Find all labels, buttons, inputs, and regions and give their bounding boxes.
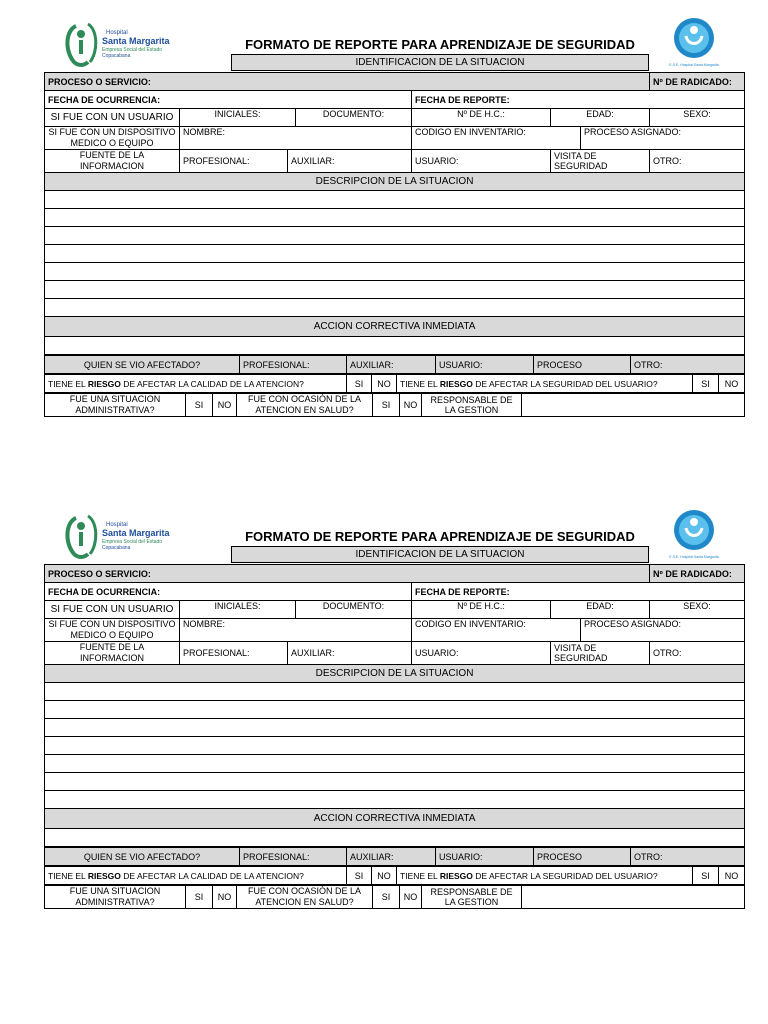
dispositivo-section-label: SI FUE CON UN DISPOSITIVO MEDICO O EQUIPO [45, 127, 180, 150]
riesgo-table [44, 866, 745, 885]
afectado-otro-field[interactable]: OTRO: [631, 848, 745, 866]
descripcion-line[interactable] [45, 719, 745, 737]
codigo-field[interactable]: CODIGO EN INVENTARIO: [412, 619, 581, 642]
riesgo-seguridad-label [397, 867, 693, 885]
fuente-profesional-field[interactable]: PROFESIONAL: [180, 150, 288, 173]
sexo-field[interactable]: SEXO: [650, 109, 745, 127]
afectado-auxiliar-field[interactable]: AUXILIAR: [347, 848, 436, 866]
hc-field[interactable]: Nº DE H.C.: [412, 109, 551, 127]
form-title: FORMATO DE REPORTE PARA APRENDIZAJE DE SEGURIDAD [245, 37, 635, 52]
riesgo-calidad-pre: TIENE EL [48, 870, 88, 881]
identification-table [44, 72, 745, 355]
hospital-logo [62, 20, 192, 68]
ocasion-si[interactable]: SI [373, 886, 400, 909]
fuente-auxiliar-field[interactable]: AUXILIAR: [288, 642, 412, 665]
descripcion-line[interactable] [45, 299, 745, 317]
riesgo-seguridad-no[interactable]: NO [719, 375, 745, 393]
responsable-label: RESPONSABLE DE LA GESTION [422, 394, 522, 417]
afectado-otro-field[interactable]: OTRO: [631, 356, 745, 374]
logo-text-line4: Copacabana [102, 53, 131, 59]
fuente-section-label: FUENTE DE LA INFORMACION [45, 150, 180, 173]
iniciales-field[interactable]: INICIALES: [180, 109, 296, 127]
hospital-seal-icon [666, 508, 722, 564]
usuario-section-label: SI FUE CON UN USUARIO [45, 601, 180, 619]
ocasion-label: FUE CON OCASIÓN DE LA ATENCION EN SALUD? [237, 886, 373, 909]
riesgo-seguridad-si[interactable]: SI [693, 375, 719, 393]
afectado-table [44, 847, 745, 866]
accion-header: ACCION CORRECTIVA INMEDIATA [45, 317, 745, 337]
riesgo-seguridad-post: DE AFECTAR LA SEGURIDAD DEL USUARIO? [472, 870, 658, 881]
afectado-proceso-field[interactable]: PROCESO [534, 356, 631, 374]
logo-text-line3: Empresa Social del Estado [102, 47, 163, 53]
fuente-usuario-field[interactable]: USUARIO: [412, 642, 551, 665]
riesgo-calidad-no[interactable]: NO [372, 867, 397, 885]
responsable-field[interactable] [522, 394, 745, 417]
logo-text-line1: Hospital [106, 522, 128, 528]
codigo-field[interactable]: CODIGO EN INVENTARIO: [412, 127, 581, 150]
administrativa-si[interactable]: SI [186, 886, 213, 909]
riesgo-word: RIESGO [87, 870, 121, 881]
descripcion-line[interactable] [45, 281, 745, 299]
edad-field[interactable]: EDAD: [551, 109, 650, 127]
afectado-profesional-field[interactable]: PROFESIONAL: [240, 848, 347, 866]
fecha-reporte-label: FECHA DE REPORTE: [412, 91, 745, 109]
riesgo-word: RIESGO [439, 378, 473, 389]
descripcion-line[interactable] [45, 791, 745, 809]
afectado-usuario-field[interactable]: USUARIO: [436, 848, 534, 866]
riesgo-seguridad-pre: TIENE EL [400, 378, 440, 389]
ocasion-no[interactable]: NO [400, 886, 422, 909]
administrativa-label: FUE UNA SITUACION ADMINISTRATIVA? [45, 394, 186, 417]
logo-text-line4: Copacabana [102, 545, 131, 551]
documento-field[interactable]: DOCUMENTO: [296, 109, 412, 127]
ocasion-label: FUE CON OCASIÓN DE LA ATENCION EN SALUD? [237, 394, 373, 417]
ocasion-no[interactable]: NO [400, 394, 422, 417]
riesgo-word: RIESGO [87, 378, 121, 389]
quien-label: QUIEN SE VIO AFECTADO? [45, 848, 240, 866]
radicado-label: Nº DE RADICADO: [650, 565, 745, 583]
edad-field[interactable]: EDAD: [551, 601, 650, 619]
administrativa-no[interactable]: NO [213, 886, 237, 909]
logo-text-line1: Hospital [106, 30, 128, 36]
descripcion-line[interactable] [45, 227, 745, 245]
accion-field[interactable] [45, 337, 745, 355]
descripcion-line[interactable] [45, 209, 745, 227]
form-subtitle: IDENTIFICACION DE LA SITUACION [231, 54, 649, 71]
form-subtitle: IDENTIFICACION DE LA SITUACION [231, 546, 649, 563]
proceso-asignado-field[interactable]: PROCESO ASIGNADO: [581, 619, 745, 642]
documento-field[interactable]: DOCUMENTO: [296, 601, 412, 619]
usuario-section-label: SI FUE CON UN USUARIO [45, 109, 180, 127]
proceso-label: PROCESO O SERVICIO: [45, 565, 650, 583]
riesgo-seguridad-si[interactable]: SI [693, 867, 719, 885]
hc-field[interactable]: Nº DE H.C.: [412, 601, 551, 619]
logo-text-line2: Santa Margarita [102, 528, 170, 538]
fuente-otro-field[interactable]: OTRO: [650, 150, 745, 173]
hospital-seal-icon [666, 16, 722, 72]
riesgo-calidad-post: DE AFECTAR LA CALIDAD DE LA ATENCION? [120, 378, 304, 389]
afectado-table [44, 355, 745, 374]
identification-table [44, 564, 745, 847]
fuente-usuario-field[interactable]: USUARIO: [412, 150, 551, 173]
responsable-field[interactable] [522, 886, 745, 909]
situacion-table [44, 885, 745, 909]
ocasion-si[interactable]: SI [373, 394, 400, 417]
riesgo-word: RIESGO [439, 870, 473, 881]
form-header [44, 508, 744, 564]
descripcion-line[interactable] [45, 755, 745, 773]
riesgo-calidad-label [45, 867, 347, 885]
fuente-visita-field[interactable]: VISITA DE SEGURIDAD [551, 150, 650, 173]
seal-caption: E.S.E. Hospital Santa Margarita [669, 63, 719, 67]
administrativa-label: FUE UNA SITUACION ADMINISTRATIVA? [45, 886, 186, 909]
fecha-ocurrencia-label: FECHA DE OCURRENCIA: [45, 91, 412, 109]
quien-label: QUIEN SE VIO AFECTADO? [45, 356, 240, 374]
logo-text-line3: Empresa Social del Estado [102, 539, 163, 545]
administrativa-si[interactable]: SI [186, 394, 213, 417]
descripcion-line[interactable] [45, 683, 745, 701]
descripcion-header: DESCRIPCION DE LA SITUACION [45, 665, 745, 683]
iniciales-field[interactable]: INICIALES: [180, 601, 296, 619]
accion-header: ACCION CORRECTIVA INMEDIATA [45, 809, 745, 829]
riesgo-calidad-si[interactable]: SI [347, 867, 372, 885]
descripcion-line[interactable] [45, 263, 745, 281]
fecha-ocurrencia-label: FECHA DE OCURRENCIA: [45, 583, 412, 601]
situacion-table [44, 393, 745, 417]
riesgo-seguridad-label [397, 375, 693, 393]
riesgo-calidad-post: DE AFECTAR LA CALIDAD DE LA ATENCION? [120, 870, 304, 881]
report-form-2 [44, 508, 744, 909]
logo-text-line2: Santa Margarita [102, 36, 170, 46]
fuente-visita-field[interactable]: VISITA DE SEGURIDAD [551, 642, 650, 665]
administrativa-no[interactable]: NO [213, 394, 237, 417]
nombre-field[interactable]: NOMBRE: [180, 127, 412, 150]
seal-caption: E.S.E. Hospital Santa Margarita [669, 555, 719, 559]
riesgo-table [44, 374, 745, 393]
riesgo-seguridad-post: DE AFECTAR LA SEGURIDAD DEL USUARIO? [472, 378, 658, 389]
fuente-auxiliar-field[interactable]: AUXILIAR: [288, 150, 412, 173]
afectado-proceso-field[interactable]: PROCESO [534, 848, 631, 866]
riesgo-seguridad-pre: TIENE EL [400, 870, 440, 881]
riesgo-calidad-label [45, 375, 347, 393]
riesgo-calidad-si[interactable]: SI [347, 375, 372, 393]
proceso-label: PROCESO O SERVICIO: [45, 73, 650, 91]
fecha-reporte-label: FECHA DE REPORTE: [412, 583, 745, 601]
afectado-usuario-field[interactable]: USUARIO: [436, 356, 534, 374]
riesgo-calidad-pre: TIENE EL [48, 378, 88, 389]
descripcion-header: DESCRIPCION DE LA SITUACION [45, 173, 745, 191]
afectado-profesional-field[interactable]: PROFESIONAL: [240, 356, 347, 374]
fuente-otro-field[interactable]: OTRO: [650, 642, 745, 665]
report-form-1 [44, 16, 744, 417]
form-title: FORMATO DE REPORTE PARA APRENDIZAJE DE SEGURIDAD [245, 529, 635, 544]
dispositivo-section-label: SI FUE CON UN DISPOSITIVO MEDICO O EQUIPO [45, 619, 180, 642]
afectado-auxiliar-field[interactable]: AUXILIAR: [347, 356, 436, 374]
fuente-section-label: FUENTE DE LA INFORMACION [45, 642, 180, 665]
responsable-label: RESPONSABLE DE LA GESTION [422, 886, 522, 909]
radicado-label: Nº DE RADICADO: [650, 73, 745, 91]
riesgo-calidad-no[interactable]: NO [372, 375, 397, 393]
accion-field[interactable] [45, 829, 745, 847]
descripcion-line[interactable] [45, 701, 745, 719]
fuente-profesional-field[interactable]: PROFESIONAL: [180, 642, 288, 665]
form-header [44, 16, 744, 72]
sexo-field[interactable]: SEXO: [650, 601, 745, 619]
descripcion-line[interactable] [45, 773, 745, 791]
hospital-logo [62, 512, 192, 560]
nombre-field[interactable]: NOMBRE: [180, 619, 412, 642]
descripcion-line[interactable] [45, 737, 745, 755]
descripcion-line[interactable] [45, 191, 745, 209]
descripcion-line[interactable] [45, 245, 745, 263]
proceso-asignado-field[interactable]: PROCESO ASIGNADO: [581, 127, 745, 150]
riesgo-seguridad-no[interactable]: NO [719, 867, 745, 885]
